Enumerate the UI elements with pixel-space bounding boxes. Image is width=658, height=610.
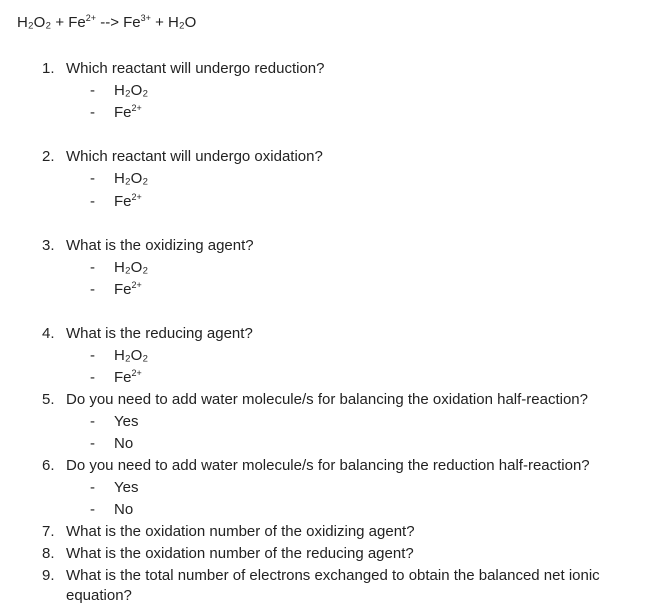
question-text: What is the total number of electrons exchanged to obtain the balanced net ionic equation? — [66, 567, 600, 604]
option-dash: - — [90, 259, 95, 276]
option-dash: - — [90, 347, 95, 364]
option-dash: - — [90, 501, 95, 518]
option-dash: - — [90, 170, 95, 187]
question-text: Do you need to add water molecule/s for balancing the reduction half-reaction? — [66, 457, 590, 474]
option-item — [90, 280, 142, 300]
fe3-formula: Fe — [123, 14, 141, 31]
fe2-formula: Fe — [68, 14, 86, 31]
option-label: No — [114, 501, 134, 518]
option-label: Fe — [114, 369, 132, 386]
option-item — [90, 346, 148, 366]
option-dash: - — [90, 435, 95, 452]
fe3-charge: 3+ — [140, 13, 151, 23]
option-item — [90, 103, 142, 123]
question-number: 7. — [42, 523, 55, 540]
question-number: 9. — [42, 567, 55, 584]
question-number: 1. — [42, 60, 55, 77]
option-charge: 2+ — [131, 103, 142, 113]
question-number: 2. — [42, 148, 55, 165]
option-item — [90, 434, 133, 454]
option-label: H₂O₂ — [114, 82, 149, 99]
question-8 — [42, 544, 414, 564]
option-item — [90, 412, 138, 432]
option-item — [90, 258, 148, 278]
option-item — [90, 368, 142, 388]
option-dash: - — [90, 281, 95, 298]
option-item — [90, 192, 142, 212]
option-label: H₂O₂ — [114, 259, 149, 276]
option-charge: 2+ — [131, 368, 142, 378]
question-number: 4. — [42, 325, 55, 342]
option-dash: - — [90, 479, 95, 496]
option-dash: - — [90, 369, 95, 386]
question-number: 3. — [42, 237, 55, 254]
question-text: What is the oxidizing agent? — [66, 237, 254, 254]
option-dash: - — [90, 193, 95, 210]
option-label: H₂O₂ — [114, 170, 149, 187]
fe2-charge: 2+ — [85, 13, 97, 23]
question-number: 5. — [42, 391, 55, 408]
option-item — [90, 478, 138, 498]
question-text: Which reactant will undergo oxidation? — [66, 148, 323, 165]
question-7 — [42, 522, 415, 542]
option-item — [90, 81, 148, 101]
option-dash: - — [90, 104, 95, 121]
option-label: Yes — [114, 413, 139, 430]
question-text: What is the oxidation number of the reducing agent? — [66, 545, 414, 562]
plus-sign: + — [150, 14, 169, 31]
question-number: 6. — [42, 457, 55, 474]
question-number: 8. — [42, 545, 55, 562]
option-dash: - — [90, 82, 95, 99]
option-item — [90, 169, 148, 189]
option-charge: 2+ — [131, 280, 142, 290]
question-4 — [42, 324, 253, 344]
reaction-equation — [17, 14, 196, 31]
option-dash: - — [90, 413, 95, 430]
plus-sign: + — [51, 14, 69, 31]
option-label: No — [114, 435, 134, 452]
question-9 — [42, 566, 642, 606]
question-text: Which reactant will undergo reduction? — [66, 60, 325, 77]
option-charge: 2+ — [131, 192, 142, 202]
question-6 — [42, 456, 590, 476]
reaction-arrow: --> — [96, 14, 124, 31]
option-label: Yes — [114, 479, 139, 496]
option-item — [90, 500, 133, 520]
option-label: Fe — [114, 281, 132, 298]
question-5 — [42, 390, 588, 410]
question-text: Do you need to add water molecule/s for balancing the oxidation half-reaction? — [66, 391, 588, 408]
option-label: Fe — [114, 104, 132, 121]
question-text: What is the oxidation number of the oxidizing agent? — [66, 523, 415, 540]
question-3 — [42, 236, 254, 256]
h2o-formula: H₂O — [168, 14, 197, 31]
question-text: What is the reducing agent? — [66, 325, 253, 342]
question-2 — [42, 147, 323, 167]
option-label: H₂O₂ — [114, 347, 149, 364]
h2o2-formula: H₂O₂ — [17, 14, 52, 31]
option-label: Fe — [114, 193, 132, 210]
question-1 — [42, 59, 324, 79]
